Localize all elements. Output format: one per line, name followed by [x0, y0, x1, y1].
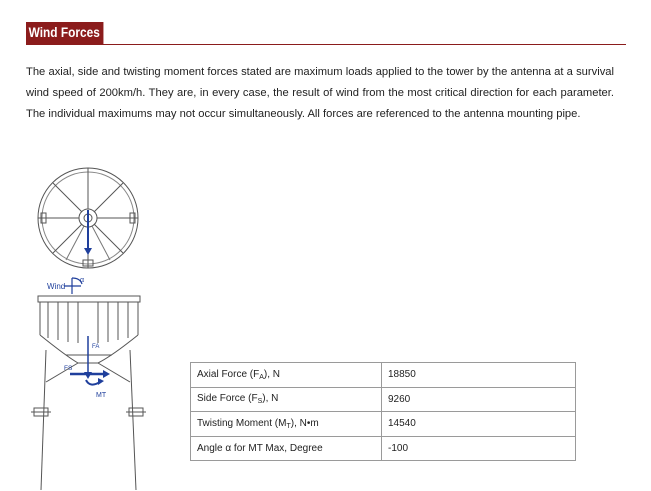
parameter-cell: Side Force $(F_S)$, N	[191, 387, 382, 412]
value-cell: 18850	[382, 363, 576, 388]
parameter-cell: Angle α for MT Max, Degree	[191, 436, 382, 461]
axial-force-label: FA	[92, 344, 100, 350]
wind-label: Wind	[47, 282, 66, 291]
table-row	[191, 363, 576, 388]
antenna-side-view	[31, 296, 146, 490]
value-cell: 9260	[382, 387, 576, 412]
twisting-moment-arrow	[86, 380, 100, 385]
value-cell: -100	[382, 436, 576, 461]
side-force-label: FS	[64, 365, 73, 372]
parameter-cell: Axial Force $(F_A)$, N	[191, 363, 382, 388]
parameter-cell: Twisting Moment $(M_T)$, N•m	[191, 412, 382, 437]
twisting-moment-label: MT	[96, 392, 107, 399]
table-row	[191, 436, 576, 461]
wind-forces-description: The axial, side and twisting moment forces stated are maximum loads applied to the tower by the antenna at a survival wind speed of 200km/h. They are, in every case, the result of wind from the most critical direction for each parameter. The individual maximums may not occur simultaneously. All forces are referenced to the antenna mounting pipe.	[26, 66, 614, 120]
section-heading: Wind Forces	[26, 22, 103, 44]
alpha-label: α	[80, 277, 85, 284]
wind-forces-table	[190, 362, 576, 461]
antenna-wind-force-diagram	[26, 160, 176, 490]
value-cell: 14540	[382, 412, 576, 437]
table-row	[191, 412, 576, 437]
table-row	[191, 387, 576, 412]
heading-divider	[26, 44, 626, 45]
